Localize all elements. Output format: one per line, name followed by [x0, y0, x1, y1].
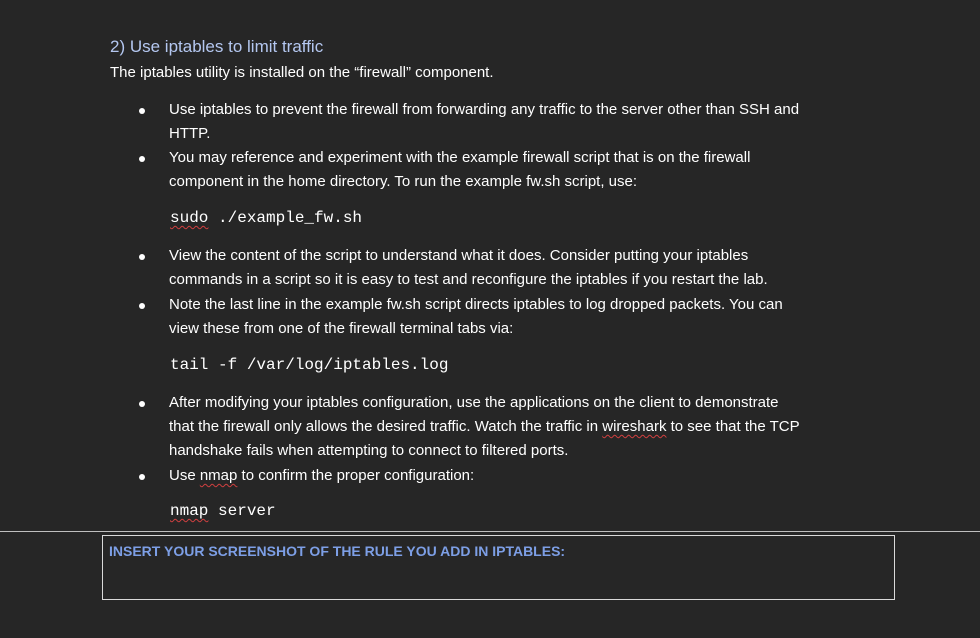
- list-item-text: [169, 391, 891, 463]
- bullet-icon: [139, 254, 145, 260]
- text-line: component in the home directory. To run the example fw.sh script, use:: [169, 173, 638, 190]
- text-span: that the firewall only allows the desired traffic. Watch the traffic in: [169, 418, 603, 435]
- text-line: Note the last line in the example fw.sh script directs iptables to log dropped packets. You can: [169, 296, 783, 313]
- text-line: Use iptables to prevent the firewall from forwarding any traffic to the server other than SSH and: [169, 101, 800, 118]
- code-command: sudo: [170, 209, 209, 227]
- text-line: [169, 464, 891, 488]
- text-line: commands in a script so it is easy to test and reconfigure the iptables if you restart the lab.: [169, 271, 768, 288]
- text-span: to confirm the proper configuration:: [237, 467, 475, 484]
- text-line: [169, 415, 891, 439]
- list-item-text: [169, 146, 891, 194]
- code-command: nmap: [170, 502, 209, 520]
- code-nmap: [170, 500, 276, 522]
- text-line: View the content of the script to understand what it does. Consider putting your iptables: [169, 247, 749, 264]
- code-run-script: [170, 207, 362, 229]
- spellcheck-word: wireshark: [602, 418, 667, 435]
- list-item-text: [169, 244, 891, 292]
- answer-box-label: INSERT YOUR SCREENSHOT OF THE RULE YOU ADD IN IPTABLES:: [109, 543, 566, 559]
- text-line: HTTP.: [169, 125, 211, 142]
- text-line: view these from one of the firewall terminal tabs via:: [169, 320, 514, 337]
- bullet-icon: [139, 303, 145, 309]
- horizontal-rule: [0, 531, 980, 532]
- section-intro: The iptables utility is installed on the “firewall” component.: [110, 64, 494, 81]
- code-arguments: ./example_fw.sh: [208, 209, 363, 227]
- text-line: You may reference and experiment with the example firewall script that is on the firewall: [169, 149, 751, 166]
- spellcheck-word: nmap: [199, 467, 238, 484]
- bullet-icon: [139, 401, 145, 407]
- list-item-text: [169, 293, 891, 341]
- screenshot-answer-box[interactable]: [102, 535, 895, 600]
- list-item-text: [169, 464, 891, 488]
- text-span: to see that the TCP: [666, 418, 800, 435]
- bullet-icon: [139, 474, 145, 480]
- text-span: Use: [169, 467, 200, 484]
- bullet-icon: [139, 108, 145, 114]
- bullet-icon: [139, 156, 145, 162]
- code-arguments: server: [208, 502, 276, 520]
- section-heading: 2) Use iptables to limit traffic: [110, 37, 324, 56]
- list-item-text: [169, 98, 891, 146]
- text-line: After modifying your iptables configuration, use the applications on the client to demonstrate: [169, 394, 779, 411]
- text-line: handshake fails when attempting to connect to filtered ports.: [169, 442, 569, 459]
- code-tail-log: tail -f /var/log/iptables.log: [170, 356, 449, 374]
